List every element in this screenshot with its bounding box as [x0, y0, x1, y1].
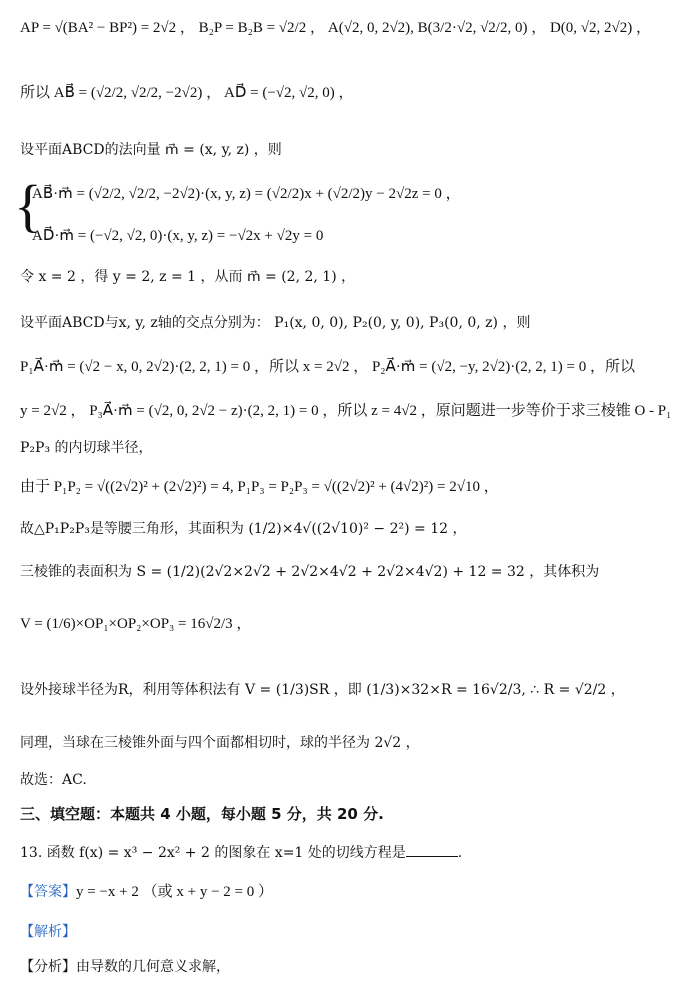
- line-17-choice-ac: 故选：AC.: [20, 772, 87, 788]
- line-11-side-lengths: 由于 P₁P₂ = √((2√2)² + (2√2)²) = 4, P₁P₃ = P₂P₃ = √((2√2)² + (4√2)²) = 2√10 ，: [20, 479, 499, 495]
- line-14-volume: V = (1/6)×OP₁×OP₂×OP₃ = 16√2/3 ，: [20, 616, 252, 632]
- line-6-solve-normal: 令 x = 2 ，得 y = 2, z = 1 ，从而 m⃗ = (2, 2, 1) ，: [20, 269, 356, 285]
- line-1-ap-length: AP = √(BA² − BP²) = 2√2 ， B₂P = B₂B = √2/2 ， A(√2, 0, 2√2), B(3/2·√2, √2/2, 0) ， D(0, √2, 2√2) ，: [20, 20, 651, 36]
- method-line: [20, 957, 230, 977]
- line-13-surface-area: 三棱锥的表面积为 S = (1/2)(2√2×2√2 + 2√2×4√2 + 2√2×4√2) + 12 = 32 ，其体积为: [20, 564, 600, 580]
- analysis-tag: 【解析】: [20, 924, 76, 940]
- answer-line: [20, 882, 273, 902]
- line-15-radius-r: 设外接球半径为R，利用等体积法有 V = (1/3)SR ，即 (1/3)×32×R = 16√2/3, ∴ R = √2/2 ，: [20, 682, 625, 698]
- question-end: .: [457, 845, 463, 861]
- line-2-vectors-ab-ad: 所以 AB⃗ = (√2/2, √2/2, −2√2) ， AD⃗ = (−√2, √2, 0) ，: [20, 85, 354, 101]
- line-3-normal-vector-setup: 设平面ABCD的法向量 m⃗ = (x, y, z) ，则: [20, 142, 282, 158]
- question-13: [20, 842, 462, 863]
- line-4-equation-1: AB⃗·m⃗ = (√2/2, √2/2, −2√2)·(x, y, z) = (√2/2)x + (√2/2)y − 2√2z = 0 ，: [32, 186, 461, 202]
- line-12-triangle-area: 故△P₁P₂P₃是等腰三角形，其面积为 (1/2)×4√((2√10)² − 2²) = 12 ，: [20, 521, 467, 537]
- analysis-line: [20, 922, 76, 942]
- section-heading-fill-in: 三、填空题：本题共 4 小题，每小题 5 分，共 20 分.: [20, 805, 384, 823]
- line-10-inscribed-radius: P₂P₃ 的内切球半径，: [20, 440, 153, 456]
- line-9-p3-dot: y = 2√2 ， P₃A⃗·m⃗ = (√2, 0, 2√2 − z)·(2, 2, 1) = 0 ，所以 z = 4√2 ，原问题进一步等价于求三棱锥 O - P₁: [20, 403, 672, 419]
- question-text: 函数 f(x) = x³ − 2x² + 2 的图象在 x=1 处的切线方程是: [46, 845, 406, 861]
- question-number: 13.: [20, 845, 43, 861]
- system-brace: {: [14, 173, 42, 238]
- method-text: 由导数的几何意义求解，: [76, 959, 230, 975]
- answer-blank: [406, 842, 458, 857]
- line-8-p1-p2-dot: P₁A⃗·m⃗ = (√2 − x, 0, 2√2)·(2, 2, 1) = 0 ，所以 x = 2√2 ， P₂A⃗·m⃗ = (√2, −y, 2√2)·(2, 2, 1) = 0 ，所以: [20, 359, 635, 375]
- method-tag: 【分析】: [20, 959, 76, 975]
- line-5-equation-2: AD⃗·m⃗ = (−√2, √2, 0)·(x, y, z) = −√2x + √2y = 0: [32, 228, 324, 244]
- line-16-outer-radius: 同理，当球在三棱锥外面与四个面都相切时，球的半径为 2√2 ，: [20, 735, 420, 751]
- line-7-axis-intersections: 设平面ABCD与x, y, z轴的交点分别为： P₁(x, 0, 0), P₂(0, y, 0), P₃(0, 0, z) ，则: [20, 315, 531, 331]
- answer-text: y = −x + 2 （或 x + y − 2 = 0 ）: [76, 884, 274, 900]
- answer-tag: 【答案】: [20, 884, 76, 900]
